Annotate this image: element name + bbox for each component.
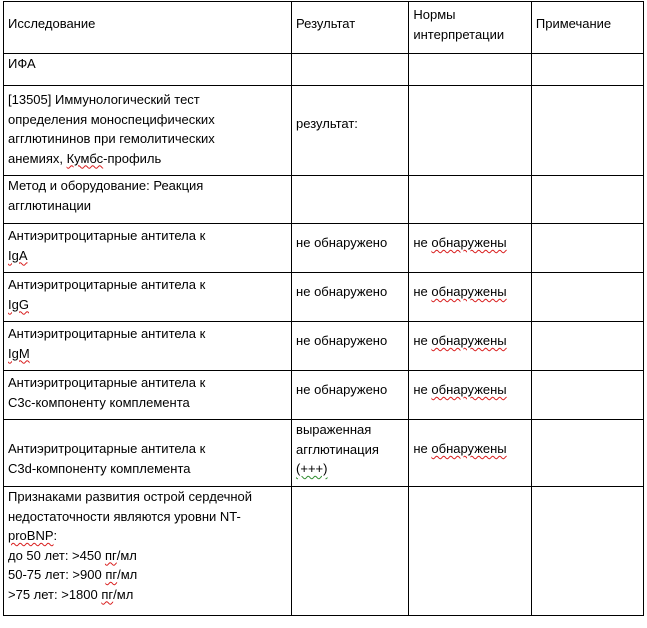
method-description: Метод и оборудование: Реакция агглютинации: [4, 176, 292, 224]
test-norm-cell: [409, 86, 532, 176]
header-note: Примечание: [531, 2, 643, 54]
antibody-result: не обнаружено: [292, 322, 409, 371]
antibody-result: выраженная агглютинация (+++): [292, 420, 409, 487]
note-row: [4, 487, 644, 616]
antibody-row-igg: [4, 273, 644, 322]
test-result: результат:: [292, 86, 409, 176]
antibody-norm: не обнаружены: [409, 420, 532, 487]
antibody-name: Антиэритроцитарные антитела к IgA: [4, 224, 292, 273]
method-result-cell: [292, 176, 409, 224]
note-norm-cell: [409, 487, 532, 616]
antibody-norm: не обнаружены: [409, 224, 532, 273]
antibody-norm: не обнаружены: [409, 273, 532, 322]
antibody-name: Антиэритроцитарные антитела к IgG: [4, 273, 292, 322]
antibody-note-cell: [531, 371, 643, 420]
antibody-result: не обнаружено: [292, 273, 409, 322]
antibody-row-c3c: [4, 371, 644, 420]
antibody-name: Антиэритроцитарные антитела к C3c-компоненту комплемента: [4, 371, 292, 420]
results-table: [3, 1, 644, 616]
header-result: Результат: [292, 2, 409, 54]
antibody-norm: не обнаружены: [409, 371, 532, 420]
test-row: [4, 86, 644, 176]
header-norms: Нормы интерпретации: [409, 2, 532, 54]
header-row: [4, 2, 644, 54]
method-norm-cell: [409, 176, 532, 224]
antibody-result: не обнаружено: [292, 371, 409, 420]
antibody-note-cell: [531, 273, 643, 322]
antibody-note-cell: [531, 224, 643, 273]
antibody-row-c3d: [4, 420, 644, 487]
ifa-result-cell: [292, 54, 409, 86]
antibody-name: Антиэритроцитарные антитела к IgM: [4, 322, 292, 371]
antibody-row-igm: [4, 322, 644, 371]
ifa-label: ИФА: [4, 54, 292, 86]
method-row: [4, 176, 644, 224]
ifa-note-cell: [531, 54, 643, 86]
note-result-cell: [292, 487, 409, 616]
antibody-row-iga: [4, 224, 644, 273]
ifa-norm-cell: [409, 54, 532, 86]
antibody-note-cell: [531, 420, 643, 487]
antibody-note-cell: [531, 322, 643, 371]
bnp-note: Признаками развития острой сердечной недостаточности являются уровни NT- proBNP: до 50 лет: >450 пг/мл 50-75 лет: >900 пг/мл >75 лет: >1800 пг/мл: [4, 487, 292, 616]
method-note-cell: [531, 176, 643, 224]
header-study: Исследование: [4, 2, 292, 54]
test-note-cell: [531, 86, 643, 176]
antibody-name: Антиэритроцитарные антитела к C3d-компоненту комплемента: [4, 420, 292, 487]
ifa-row: [4, 54, 644, 86]
test-description: [13505] Иммунологический тест определения моноспецифических агглютининов при гемолитических анемиях, Кумбс-профиль: [4, 86, 292, 176]
antibody-norm: не обнаружены: [409, 322, 532, 371]
note-note-cell: [531, 487, 643, 616]
antibody-result: не обнаружено: [292, 224, 409, 273]
